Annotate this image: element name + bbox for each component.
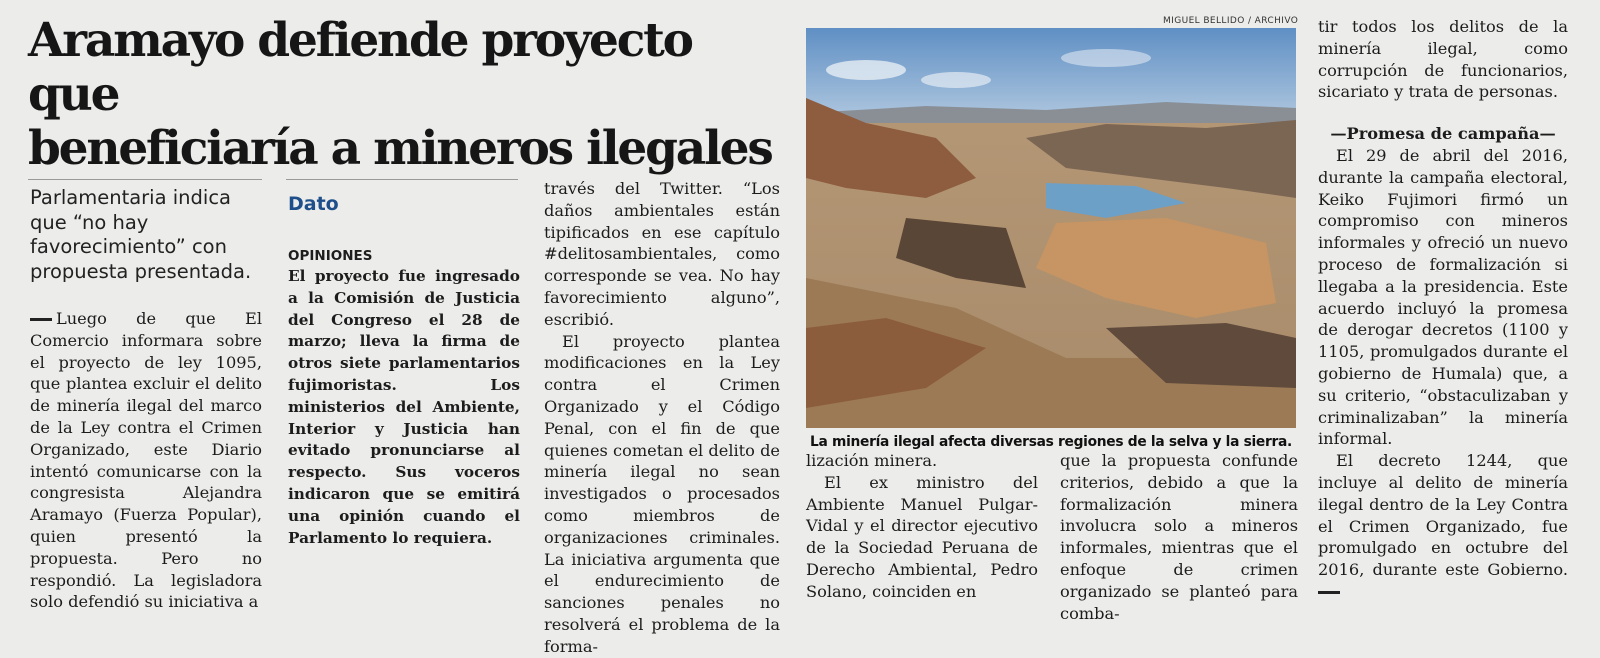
column-5-text: que la propuesta confunde criterios, debido a que la formalización minera involucra solo a mineros informales, mientras que el enfoque de crimen organizado se planteó para comba-: [1060, 451, 1298, 623]
mining-landscape-photo: [806, 28, 1296, 428]
column-1: [30, 308, 262, 613]
headline: [28, 14, 788, 176]
headline-line-2: beneficiaría a mineros ilegales: [28, 121, 772, 176]
column-5: [1060, 450, 1298, 624]
photo-credit: MIGUEL BELLIDO / ARCHIVO: [1163, 16, 1299, 26]
column-rule: [28, 179, 262, 180]
dato-rule: [286, 179, 518, 180]
column-6-paragraph-1: tir todos los delitos de la minería ilegal, como corrupción de funcionarios, sicariato y trata de personas.: [1318, 17, 1568, 102]
column-4-paragraph-2: El ex ministro del Ambiente Manuel Pulgar-Vidal y el director ejecutivo de la Sociedad Peruana de Derecho Ambiental, Pedro Solano, coinciden en: [806, 472, 1038, 601]
section-title: —Promesa de campaña—: [1330, 124, 1556, 144]
photo-caption: La minería ilegal afecta diversas regiones de la selva y la sierra.: [810, 434, 1292, 450]
dato-kicker: OPINIONES: [288, 248, 373, 264]
subhead: Parlamentaria indica que “no hay favorecimiento” con propuesta presentada.: [30, 186, 252, 283]
column-6: [1318, 16, 1568, 603]
dato-label: Dato: [288, 193, 339, 215]
end-mark: [1318, 591, 1340, 594]
column-3-paragraph-2: El proyecto plantea modificaciones en la Ley contra el Crimen Organizado y el Código Penal, con el fin de que quienes cometan el delito de minería ilegal no sean investigados o procesados como miembros de organizaciones criminales. La iniciativa argumenta que el endurecimiento de sanciones penales no resolverá el problema de la forma-: [544, 331, 781, 656]
lead-dash: [30, 318, 52, 321]
headline-line-1: Aramayo defiende proyecto que: [28, 13, 692, 122]
column-4-paragraph-1: lización minera.: [806, 451, 938, 470]
column-6-paragraph-2: El 29 de abril del 2016, durante la campaña electoral, Keiko Fujimori firmó un compromiso con mineros informales y ofreció un nuevo proceso de formalización si llegaba a la presidencia. Este acuerdo incluyó la promesa de derogar decretos (1100 y 1105, promulgados durante el gobierno de Humala) que, a su criterio, “obstaculizaban y criminalizaban” la minería informal.: [1318, 145, 1568, 449]
column-3: [544, 178, 780, 658]
column-6-paragraph-3: El decreto 1244, que incluye al delito de minería ilegal dentro de la Ley Contra el Crimen Organizado, fue promulgado en octubre del 2016, durante este Gobierno.: [1318, 451, 1568, 580]
column-1-text: Luego de que El Comercio informara sobre el proyecto de ley 1095, que plantea excluir el delito de minería ilegal del marco de la Ley contra el Crimen Organizado, este Diario intentó comunicarse con la congresista Alejandra Aramayo (Fuerza Popular), quien presentó la propuesta. Pero no respondió. La legisladora solo defendió su iniciativa a: [30, 309, 262, 612]
dato-body: El proyecto fue ingresado a la Comisión de Justicia del Congreso el 28 de marzo; lleva la firma de otros siete parlamentarios fujimoristas. Los ministerios del Ambiente, Interior y Justicia han evitado pronunciarse al respecto. Sus voceros indicaron que se emitirá una opinión cuando el Parlamento lo requiera.: [288, 267, 520, 547]
column-4: [806, 450, 1038, 603]
column-3-paragraph-1: través del Twitter. “Los daños ambientales están tipificados en ese capítulo #delitosambientales, como corresponde se vea. No hay favorecimiento alguno”, escribió.: [544, 179, 780, 329]
